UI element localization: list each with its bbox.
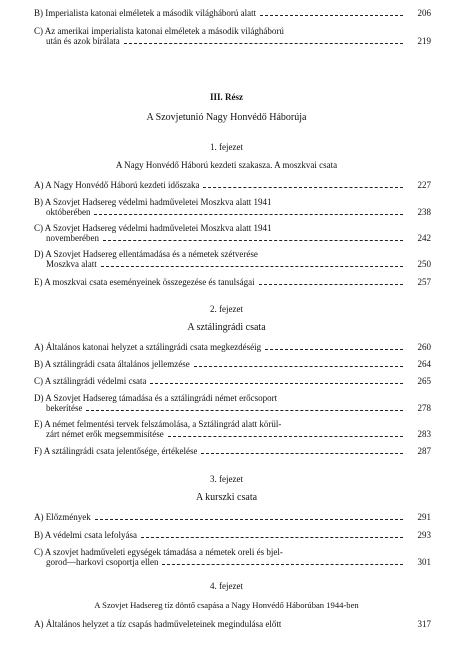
toc-entry [34, 277, 431, 287]
page-number: 250 [417, 259, 431, 269]
entry-text-continued: zárt német erők megsemmisítése [46, 429, 164, 439]
toc-entry [34, 26, 431, 46]
page-number: 278 [417, 403, 431, 413]
toc-entry [34, 446, 431, 456]
chapter-label: 2. fejezet [210, 304, 243, 314]
entry-text: A) Általános katonai helyzet a sztálingrádi csata megkezdéséig [34, 342, 262, 352]
leader-dots [94, 213, 403, 215]
page-number: 242 [417, 233, 431, 243]
entry-text: A) A Nagy Honvédő Háború kezdeti időszaka [34, 180, 200, 190]
page-number: 287 [417, 446, 431, 456]
page-number: 238 [417, 207, 431, 217]
toc-entry [34, 342, 431, 352]
part-heading: III. Rész [210, 92, 243, 102]
toc-entry [34, 249, 431, 269]
entry-text-continued: Moszkva alatt [46, 259, 97, 269]
leader-dots [95, 518, 403, 520]
toc-entry [34, 223, 431, 243]
chapter-title: A Nagy Honvédő Háború kezdeti szakasza. A moszkvai csata [115, 160, 338, 170]
page-number: 206 [417, 8, 431, 18]
leader-dots [259, 283, 403, 285]
page-number: 317 [417, 619, 431, 629]
entry-text: C) A sztálingrádi védelmi csata [34, 376, 147, 386]
toc-entry [34, 547, 431, 567]
toc-entry [34, 512, 431, 522]
leader-dots [150, 382, 403, 384]
chapter-title: A Szovjet Hadsereg tíz döntő csapása a Nagy Honvédő Háborúban 1944-ben [94, 600, 359, 610]
toc-entry [34, 376, 431, 386]
leader-dots [103, 239, 403, 241]
entry-text: E) A moszkvai csata eseményeinek összegezése és tanulságai [34, 277, 255, 287]
entry-text: C) A szovjet hadműveleti egységek támadása a németek oreli és bjel- [34, 547, 283, 557]
chapter-label: 3. fejezet [210, 474, 243, 484]
entry-text: C) A Szovjet Hadsereg védelmi hadműveletei Moszkva alatt 1941 [34, 223, 272, 233]
page-number: 283 [417, 429, 431, 439]
entry-text: D) A Szovjet Hadsereg támadása és a sztálingrádi német erőcsoport [34, 393, 278, 403]
entry-text: B) A Szovjet Hadsereg védelmi hadműveletei Moszkva alatt 1941 [34, 197, 272, 207]
chapter-label: 4. fejezet [210, 581, 243, 591]
entry-text-continued: gorod—harkovi csoportja ellen [46, 557, 159, 567]
page-number: 219 [417, 36, 431, 46]
chapter-label: 1. fejezet [210, 142, 243, 152]
entry-text-continued: bekerítése [46, 403, 83, 413]
toc-entry [34, 530, 431, 540]
page-number: 301 [417, 557, 431, 567]
entry-text: B) A védelmi csata lefolyása [34, 530, 137, 540]
toc-entry [34, 359, 431, 369]
entry-text: D) A Szovjet Hadsereg ellentámadása és a németek szétverése [34, 249, 258, 259]
chapter-title: A sztálingrádi csata [187, 322, 266, 333]
page-number: 293 [417, 530, 431, 540]
toc-entry [34, 419, 431, 439]
page-number: 264 [417, 359, 431, 369]
page-number: 291 [417, 512, 431, 522]
leader-dots [260, 14, 403, 16]
page-number: 265 [417, 376, 431, 386]
toc-entry [34, 619, 431, 629]
leader-dots [124, 42, 403, 44]
part-title: A Szovjetunió Nagy Honvédő Háborúja [146, 112, 307, 123]
leader-dots [141, 536, 403, 538]
leader-dots [194, 365, 403, 367]
toc-entry [34, 197, 431, 217]
entry-text-continued: novemberében [46, 233, 99, 243]
entry-text: C) Az amerikai imperialista katonai elméletek a második világháború [34, 26, 284, 36]
leader-dots [162, 563, 403, 565]
leader-dots [168, 435, 403, 437]
leader-dots [285, 625, 403, 627]
leader-dots [86, 409, 403, 411]
entry-text-continued: októberében [46, 207, 91, 217]
toc-entry [34, 8, 431, 18]
leader-dots [101, 265, 403, 267]
leader-dots [265, 348, 403, 350]
entry-text: B) A sztálingrádi csata általános jellemzése [34, 359, 190, 369]
page-number: 257 [417, 277, 431, 287]
entry-text: E) A német felmentési tervek felszámolása, a Sztálingrád alatt körül- [34, 419, 282, 429]
entry-text: A) Előzmények [34, 512, 91, 522]
page-number: 260 [417, 342, 431, 352]
entry-text: B) Imperialista katonai elméletek a második világháború alatt [34, 8, 257, 18]
entry-text-continued: után és azok bírálata [46, 36, 120, 46]
leader-dots [201, 452, 403, 454]
leader-dots [203, 186, 403, 188]
entry-text: F) A sztálingrádi csata jelentősége, értékelése [34, 446, 198, 456]
toc-entry [34, 393, 431, 413]
page-number: 227 [417, 180, 431, 190]
chapter-title: A kurszki csata [195, 492, 258, 503]
entry-text: A) Általános helyzet a tíz csapás hadműveleteinek megindulása előtt [34, 619, 282, 629]
toc-entry [34, 180, 431, 190]
